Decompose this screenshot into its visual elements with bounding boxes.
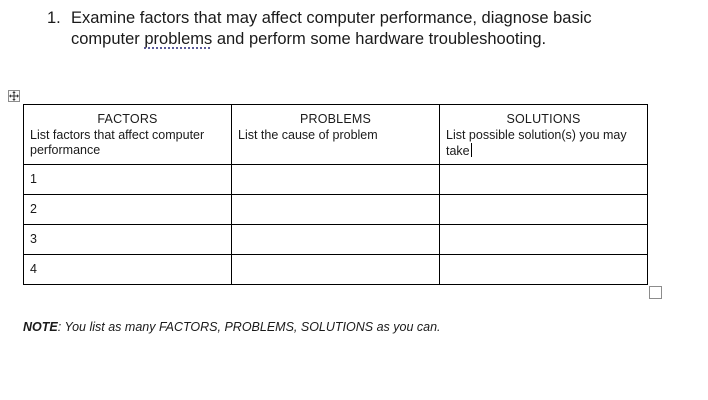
factors-description: List factors that affect computer performance <box>30 127 205 157</box>
task-instruction <box>47 8 607 50</box>
solution-cell[interactable] <box>440 225 648 255</box>
table-row <box>24 195 648 225</box>
row-number: 4 <box>30 261 37 276</box>
header-cell-factors[interactable] <box>24 105 232 165</box>
factor-cell[interactable] <box>24 165 232 195</box>
solutions-description: List possible solution(s) you may take <box>446 127 627 158</box>
problem-cell[interactable] <box>232 255 440 285</box>
spellcheck-flagged-word[interactable]: problems <box>144 30 213 48</box>
task-text-end: and perform some hardware troubleshooting. <box>212 30 547 48</box>
problems-header: PROBLEMS <box>299 112 372 126</box>
text-cursor <box>471 143 472 157</box>
problem-cell[interactable] <box>232 165 440 195</box>
move-arrows-icon <box>9 91 19 101</box>
solutions-header: SOLUTIONS <box>506 112 581 126</box>
table-row <box>24 255 648 285</box>
troubleshooting-table <box>23 104 648 285</box>
header-cell-problems[interactable] <box>232 105 440 165</box>
table-row <box>24 165 648 195</box>
table-move-handle[interactable] <box>8 90 20 102</box>
problems-description: List the cause of problem <box>238 127 378 142</box>
solution-cell[interactable] <box>440 195 648 225</box>
solution-cell[interactable] <box>440 255 648 285</box>
note-label: NOTE <box>23 320 58 334</box>
problem-cell[interactable] <box>232 195 440 225</box>
problem-cell[interactable] <box>232 225 440 255</box>
row-number: 2 <box>30 201 37 216</box>
factor-cell[interactable] <box>24 225 232 255</box>
factor-cell[interactable] <box>24 195 232 225</box>
row-number: 3 <box>30 231 37 246</box>
task-text-start: Examine factors that may affect computer performance, diagnose basic computer <box>71 9 592 48</box>
table-row <box>24 225 648 255</box>
note <box>23 320 441 334</box>
factors-header: FACTORS <box>97 112 158 126</box>
row-number: 1 <box>30 171 37 186</box>
header-cell-solutions[interactable] <box>440 105 648 165</box>
table-header-row <box>24 105 648 165</box>
solution-cell[interactable] <box>440 165 648 195</box>
task-text <box>71 8 607 50</box>
table-resize-handle[interactable] <box>649 286 662 299</box>
factor-cell[interactable] <box>24 255 232 285</box>
note-text: : You list as many FACTORS, PROBLEMS, SOLUTIONS as you can. <box>57 320 441 334</box>
task-number: 1. <box>47 9 61 27</box>
